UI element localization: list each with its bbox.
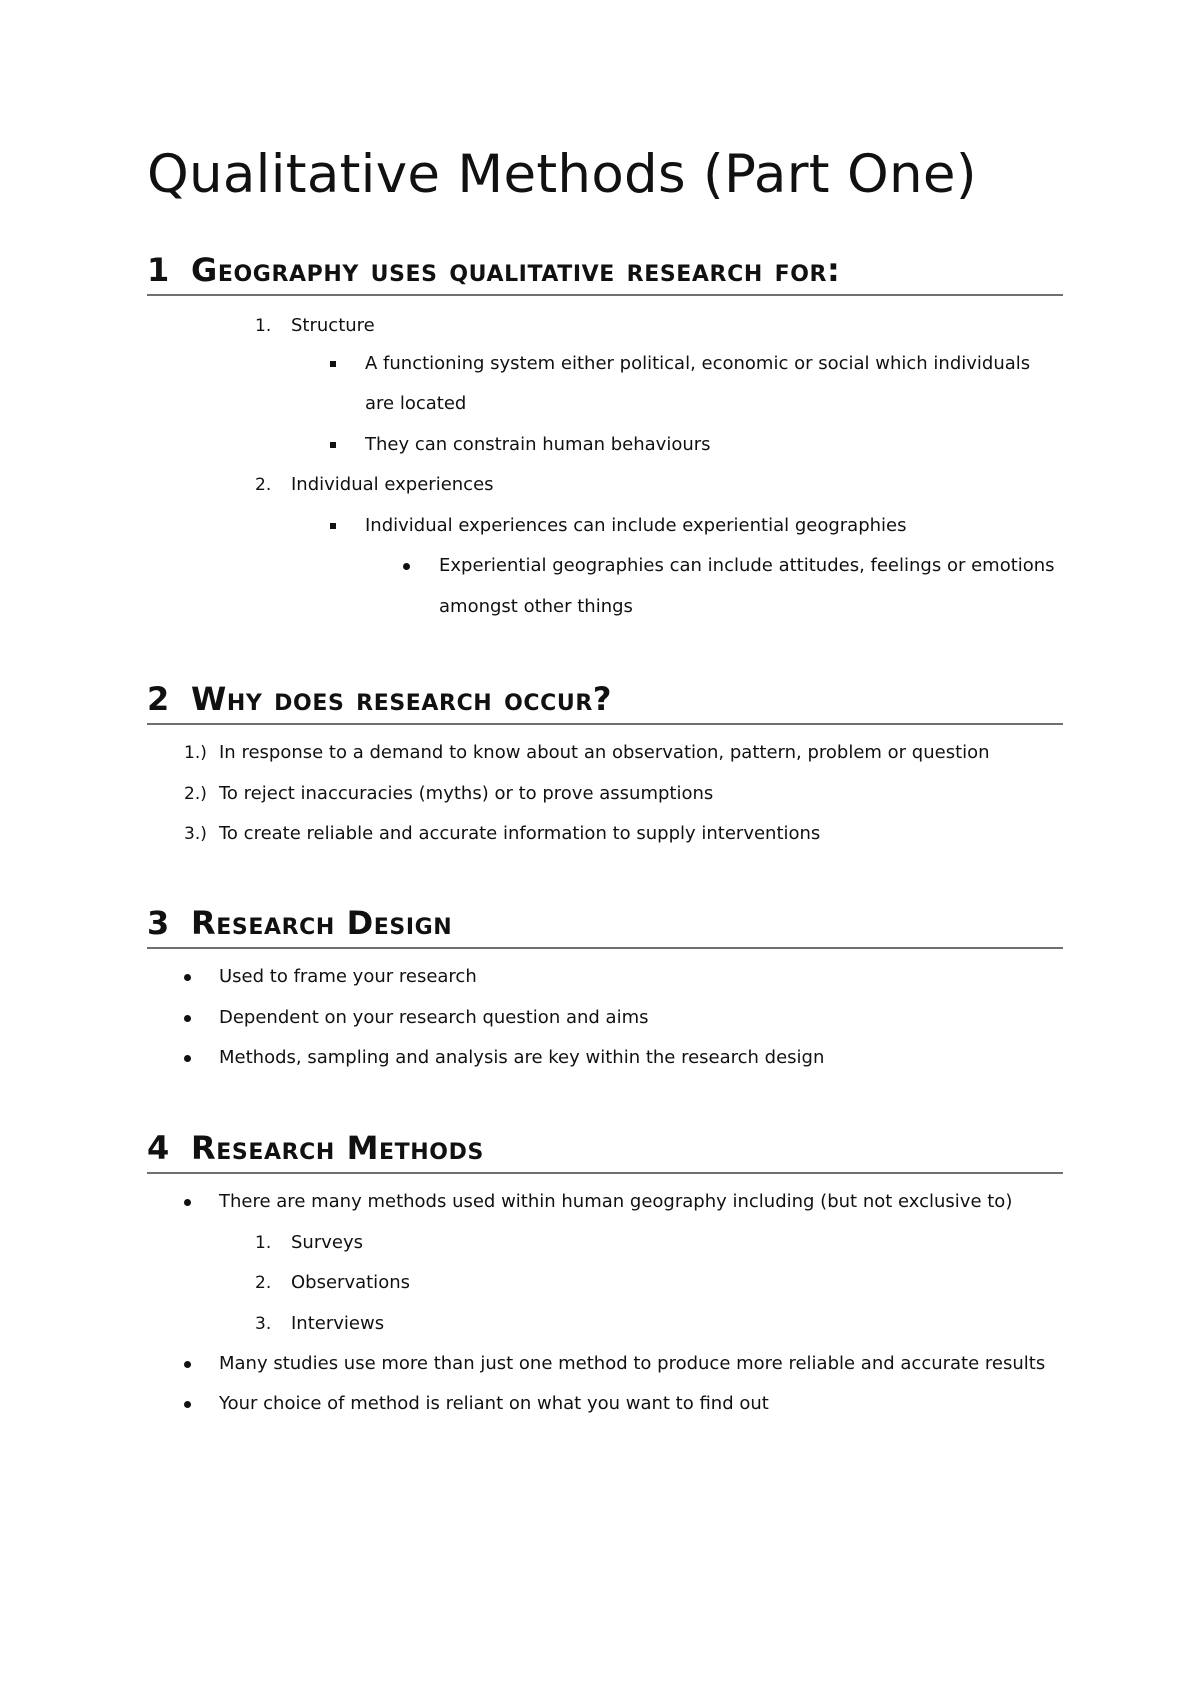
list-item: Your choice of method is reliant on what you want to find out: [219, 1393, 769, 1414]
list-number: 2.: [255, 1273, 272, 1293]
square-bullet-icon: [330, 361, 336, 367]
list-number: 1.: [255, 1233, 272, 1253]
list-number: 3.): [184, 824, 207, 844]
section-number: 4: [147, 1129, 170, 1167]
section-3: [147, 903, 1063, 1068]
list-item: Used to frame your research: [219, 966, 477, 987]
list-item: Methods, sampling and analysis are key within the research design: [219, 1047, 825, 1068]
list-number: 1.): [184, 743, 207, 763]
list-item: Surveys: [291, 1232, 363, 1253]
bullet-icon: [184, 974, 191, 981]
bullet-icon: [184, 1361, 191, 1368]
section-heading: [147, 250, 1063, 296]
list-item: Structure: [291, 315, 375, 336]
section-title: Research Methods: [191, 1129, 484, 1167]
section-heading: [147, 1128, 1063, 1174]
section-heading: [147, 679, 1063, 725]
list-item: To create reliable and accurate information to supply interventions: [219, 823, 821, 844]
section-heading: [147, 903, 1063, 949]
square-bullet-icon: [330, 523, 336, 529]
list-number: 2.): [184, 784, 207, 804]
list-item: Individual experiences: [291, 474, 494, 495]
bullet-icon: [184, 1055, 191, 1062]
list-item: They can constrain human behaviours: [365, 434, 711, 455]
section-title: Why does research occur?: [191, 680, 613, 718]
section-title: Geography uses qualitative research for:: [191, 251, 841, 289]
list-number: 3.: [255, 1314, 272, 1334]
list-item-continuation: are located: [365, 393, 467, 414]
square-bullet-icon: [330, 442, 336, 448]
section-4: [147, 1128, 1063, 1414]
list-item: Interviews: [291, 1313, 385, 1334]
bullet-icon: [403, 563, 410, 570]
list-item: A functioning system either political, economic or social which individuals: [365, 353, 1031, 374]
list-number: 1.: [255, 316, 272, 336]
list-item: Many studies use more than just one method to produce more reliable and accurate results: [219, 1353, 1046, 1374]
section-number: 1: [147, 251, 170, 289]
section-title: Research Design: [191, 904, 453, 942]
list-item: There are many methods used within human geography including (but not exclusive to): [219, 1191, 1013, 1212]
list-item: Experiential geographies can include attitudes, feelings or emotions: [439, 555, 1055, 576]
list-number: 2.: [255, 475, 272, 495]
bullet-icon: [184, 1015, 191, 1022]
bullet-icon: [184, 1199, 191, 1206]
document-title: Qualitative Methods (Part One): [147, 144, 977, 205]
list-item: In response to a demand to know about an observation, pattern, problem or question: [219, 742, 990, 763]
section-1: [147, 250, 1063, 617]
list-item: Observations: [291, 1272, 410, 1293]
list-item-continuation: amongst other things: [439, 596, 633, 617]
section-2: [147, 679, 1063, 844]
section-number: 3: [147, 904, 170, 942]
list-item: Individual experiences can include experiential geographies: [365, 515, 907, 536]
list-item: Dependent on your research question and aims: [219, 1007, 649, 1028]
section-number: 2: [147, 680, 170, 718]
bullet-icon: [184, 1401, 191, 1408]
list-item: To reject inaccuracies (myths) or to prove assumptions: [219, 783, 714, 804]
